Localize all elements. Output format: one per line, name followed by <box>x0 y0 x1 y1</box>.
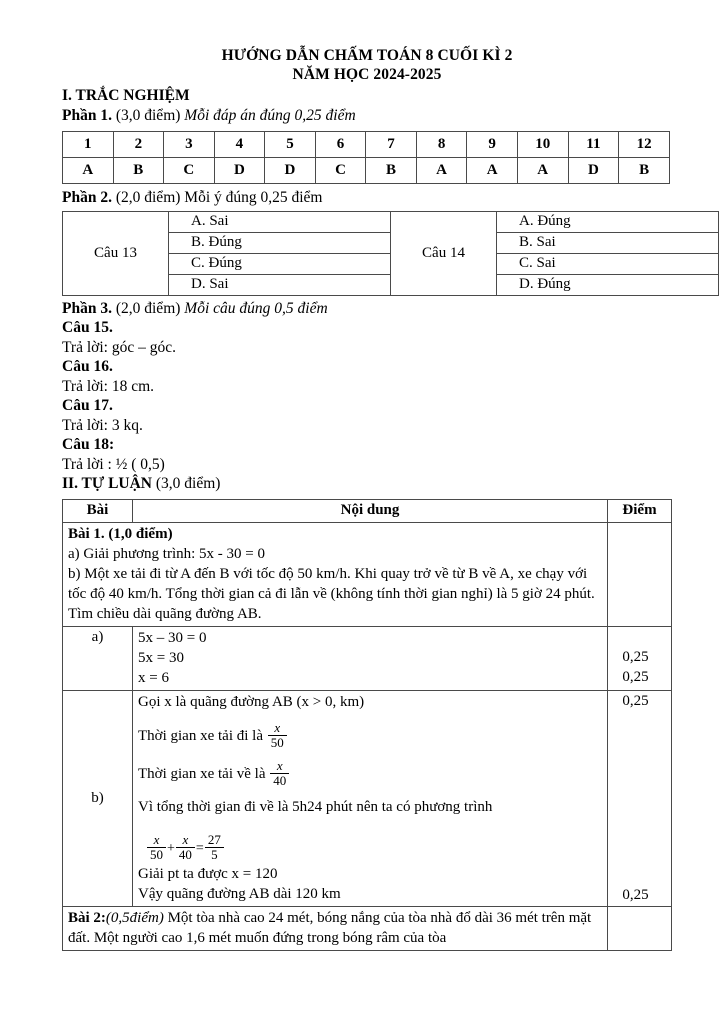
document-title-line-1: HƯỚNG DẪN CHẤM TOÁN 8 CUỐI KÌ 2 <box>221 47 513 64</box>
row-b-line-2 <box>138 721 603 750</box>
table-header-row <box>63 499 672 522</box>
row-b-line-3 <box>138 759 603 788</box>
table-row-answers <box>63 158 670 184</box>
table-row-bai1-a <box>63 626 672 690</box>
fraction-numerator: x <box>176 833 195 848</box>
bai1-title: Bài 1. (1,0 điểm) <box>68 525 173 542</box>
bai2-statement-cell <box>63 906 608 950</box>
fraction-denominator: 5 <box>211 846 218 862</box>
question-label-cau-13: Câu 13 <box>63 211 169 295</box>
step-line: 5x – 30 = 0 <box>138 629 207 646</box>
fraction-x-over-40 <box>270 759 289 788</box>
part3-heading-italic: Mỗi câu đúng 0,5 điểm <box>184 299 328 317</box>
table-row <box>63 211 719 232</box>
row-b-line-6: Vậy quãng đường AB dài 120 km <box>138 885 341 902</box>
section-heading-tu-luan <box>62 474 672 494</box>
part1-heading <box>62 106 672 126</box>
fraction-denominator: 50 <box>270 734 284 750</box>
question-number-cell: 5 <box>265 132 316 158</box>
part1-heading-bold: Phần 1. <box>62 106 112 124</box>
part2-heading <box>62 188 672 208</box>
fraction-x-over-50 <box>268 721 287 750</box>
part3-heading-normal: (2,0 điểm) <box>111 299 185 317</box>
answer-text-cau-16: Trả lời: 18 cm. <box>62 377 155 395</box>
question-number-cell: 9 <box>467 132 518 158</box>
section-heading-trac-nghiem: I. TRẮC NGHIỆM <box>62 87 190 104</box>
answer-text-cau-18: Trả lời : ½ ( 0,5) <box>62 455 165 473</box>
bai1-part-b-text: b) Một xe tải đi từ A đến B với tốc độ 50 km/h. Khi quay trở về từ B về A, xe chạy với tốc độ 40 km/h. Tổng thời gian cả đi lẫn về (không tính thời gian nghỉ) là 5 giờ 24 phút. Tìm chiều dài quãng đường AB. <box>68 565 595 622</box>
answer-cell: C <box>315 158 366 184</box>
part1-heading-normal: (3,0 điểm) <box>111 106 185 124</box>
row-b-steps-cell <box>133 690 608 906</box>
fraction-x-over-50-eq <box>147 833 166 862</box>
question-number-cell: 1 <box>63 132 114 158</box>
bai2-title-italic: (0,5điểm) <box>105 909 164 926</box>
bai2-title-bold: Bài 2: <box>68 909 106 926</box>
answer-cell: A <box>416 158 467 184</box>
table-row-bai1-statement <box>63 522 672 626</box>
score-value: 0,25 <box>622 668 649 685</box>
equation-operator-plus: + <box>167 840 175 856</box>
score-value: 0,25 <box>622 648 649 665</box>
option-cell: A. Sai <box>169 211 391 232</box>
fraction-denominator: 50 <box>150 846 163 862</box>
question-number-cell: 3 <box>164 132 215 158</box>
column-header-noi-dung: Nội dung <box>133 499 608 522</box>
option-cell: B. Sai <box>497 232 719 253</box>
fraction-numerator: 27 <box>205 833 224 848</box>
question-label-cau-15: Câu 15. <box>62 319 113 336</box>
answer-text-cau-15: Trả lời: góc – góc. <box>62 338 176 356</box>
question-number-cell: 10 <box>517 132 568 158</box>
option-cell: A. Đúng <box>497 211 719 232</box>
row-b-line-5: Giải pt ta được x = 120 <box>138 865 278 882</box>
option-cell: C. Sai <box>497 253 719 274</box>
part1-heading-italic: Mỗi đáp án đúng 0,25 điểm <box>184 106 356 124</box>
option-cell: C. Đúng <box>169 253 391 274</box>
row-b-line-4: Vì tổng thời gian đi về là 5h24 phút nên ta có phương trình <box>138 798 493 815</box>
table-row-question-numbers <box>63 132 670 158</box>
question-label-cau-18: Câu 18: <box>62 436 115 453</box>
row-b-line-3-prefix: Thời gian xe tải về là <box>138 765 270 782</box>
bai1-statement-cell <box>63 522 608 626</box>
row-b-equation <box>146 833 603 862</box>
table-row-bai1-b <box>63 690 672 906</box>
row-a-score-cell <box>608 626 672 690</box>
answer-text-cau-17: Trả lời: 3 kq. <box>62 416 143 434</box>
part3-heading-bold: Phần 3. <box>62 299 112 317</box>
answer-cell: C <box>164 158 215 184</box>
column-header-diem: Điểm <box>608 499 672 522</box>
part2-heading-bold: Phần 2. <box>62 189 112 206</box>
true-false-table <box>62 211 719 296</box>
option-cell: D. Đúng <box>497 274 719 295</box>
question-number-cell: 8 <box>416 132 467 158</box>
question-number-cell: 7 <box>366 132 417 158</box>
answer-cell: B <box>366 158 417 184</box>
answer-cell: B <box>619 158 670 184</box>
answer-cell: A <box>467 158 518 184</box>
part2-heading-normal: (2,0 điểm) Mỗi ý đúng 0,25 điểm <box>111 189 323 206</box>
table-row-bai2-statement <box>63 906 672 950</box>
answer-cell: B <box>113 158 164 184</box>
question-label-cau-16: Câu 16. <box>62 358 113 375</box>
option-cell: B. Đúng <box>169 232 391 253</box>
part3-heading <box>62 299 672 319</box>
equation-spacer <box>138 817 603 824</box>
section-heading-tu-luan-normal: (3,0 điểm) <box>152 475 221 492</box>
question-number-cell: 6 <box>315 132 366 158</box>
bai2-score-cell <box>608 906 672 950</box>
fraction-denominator: 40 <box>178 846 192 862</box>
column-header-bai: Bài <box>63 499 133 522</box>
document-body <box>62 46 672 951</box>
answer-key-table <box>62 131 670 184</box>
row-label-a: a) <box>63 626 133 690</box>
fraction-x-over-40-eq <box>176 833 195 862</box>
question-number-cell: 11 <box>568 132 619 158</box>
question-label-cau-14: Câu 14 <box>391 211 497 295</box>
fraction-numerator: x <box>147 833 166 848</box>
answer-cell: D <box>265 158 316 184</box>
fraction-numerator: x <box>270 759 289 774</box>
row-b-line-2-prefix: Thời gian xe tải đi là <box>138 727 267 744</box>
row-b-score-cell <box>608 690 672 906</box>
answer-cell: D <box>568 158 619 184</box>
bai2-body-text: Một tòa nhà cao 24 mét, bóng nắng của tòa nhà đổ dài 36 mét trên mặt đất. Một người cao 1,6 mét muốn đứng trong bóng râm của tòa <box>68 909 592 946</box>
step-line: x = 6 <box>138 669 169 686</box>
section-heading-tu-luan-bold: II. TỰ LUẬN <box>62 475 153 492</box>
fraction-numerator: x <box>268 721 287 736</box>
question-number-cell: 2 <box>113 132 164 158</box>
row-label-b: b) <box>63 690 133 906</box>
question-number-cell: 12 <box>619 132 670 158</box>
bai1-part-a-text: a) Giải phương trình: 5x - 30 = 0 <box>68 545 265 562</box>
option-cell: D. Sai <box>169 274 391 295</box>
answer-cell: D <box>214 158 265 184</box>
document-title-line-2: NĂM HỌC 2024-2025 <box>292 66 442 83</box>
question-label-cau-17: Câu 17. <box>62 397 113 414</box>
essay-answer-table <box>62 499 672 951</box>
row-b-line-1: Gọi x là quãng đường AB (x > 0, km) <box>138 693 365 710</box>
row-a-steps-cell <box>133 626 608 690</box>
answer-cell: A <box>63 158 114 184</box>
question-number-cell: 4 <box>214 132 265 158</box>
bai1-statement-score-cell <box>608 522 672 626</box>
equation-operator-equals: = <box>195 840 204 856</box>
fraction-27-over-5 <box>205 833 224 862</box>
score-value-top: 0,25 <box>622 692 649 709</box>
score-value-bottom: 0,25 <box>622 886 649 903</box>
step-line: 5x = 30 <box>138 649 184 666</box>
answer-cell: A <box>517 158 568 184</box>
fraction-denominator: 40 <box>273 772 287 788</box>
